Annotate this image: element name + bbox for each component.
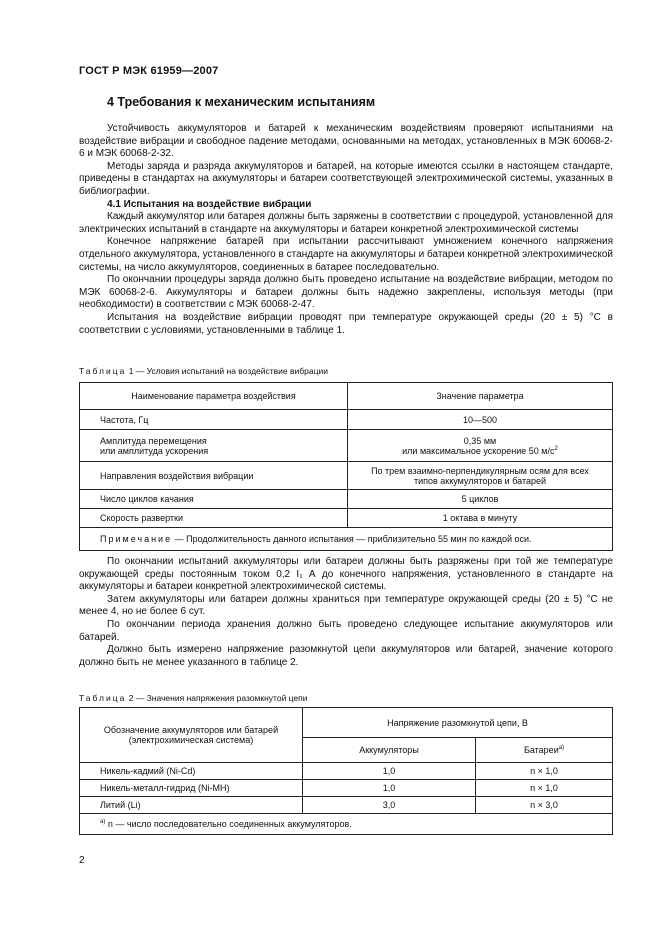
- table-header: Наименование параметра воздействия: [80, 383, 348, 410]
- paragraph: Должно быть измерено напряжение разомкнутой цепи аккумуляторов или батарей, значение которого должно быть не менее указанного в таблице 2.: [79, 644, 613, 668]
- table-cell: Частота, Гц: [80, 410, 348, 430]
- paragraph: По окончании процедуры заряда должно быть проведено испытание на воздействие вибрации, методом по МЭК 60068-2-6. Аккумуляторы и батареи должны быть надежно закреплены, используя методы (при необходимости) в соответствии с МЭК 60068-2-47.: [79, 274, 613, 311]
- table-header: Обозначение аккумуляторов или батарей (электрохимическая система): [80, 708, 303, 763]
- table-row: [80, 462, 613, 490]
- open-circuit-voltage-table: [79, 707, 613, 835]
- table-cell: Число циклов качания: [80, 490, 348, 509]
- paragraph: Испытания на воздействие вибрации проводят при температуре окружающей среды (20 ± 5) °С в соответствии с условиями, установленными в таблице 1.: [79, 311, 613, 336]
- body-text-top: [79, 123, 613, 337]
- paragraph: Устойчивость аккумуляторов и батарей к механическим воздействиям проверяют испытаниями на воздействие вибрации и свободное падение методами, основанными на методах, установленных в МЭК 60068-2-6 и МЭК 60068-2-32.: [79, 123, 613, 160]
- table-cell: n × 1,0: [476, 780, 613, 797]
- table-cell: 5 циклов: [348, 490, 613, 509]
- table-row: [80, 430, 613, 462]
- paragraph: Методы заряда и разряда аккумуляторов и батарей, на которые имеются ссылки в настоящем стандарте, приведены в стандартах на аккумуляторы и батареи соответствующей электрохимической системы, указанных в библиографии.: [79, 160, 613, 197]
- paragraph: Каждый аккумулятор или батарея должны быть заряжены в соответствии с процедурой, установленной для электрических испытаний в стандарте на аккумуляторы и батареи конкретной электрохимической системы: [79, 211, 613, 235]
- subsection-title: 4.1 Испытания на воздействие вибрации: [107, 198, 312, 210]
- table-cell: Никель-кадмий (Ni-Cd): [80, 763, 303, 780]
- vibration-conditions-table: [79, 382, 613, 551]
- table-row: [80, 797, 613, 814]
- table-cell: n × 3,0: [476, 797, 613, 814]
- table-header: Батареи$^{а)}$: [476, 738, 613, 763]
- table-cell: 1 октава в минуту: [348, 509, 613, 528]
- table-cell: n × 1,0: [476, 763, 613, 780]
- table-row: [80, 490, 613, 509]
- table1-caption: Таблица 1 — Условия испытаний на воздействие вибрации: [79, 366, 328, 376]
- paragraph: Затем аккумуляторы или батареи должны храниться при температуре окружающей среды (20 ± 5) °С не менее 4, но не более 6 сут.: [79, 593, 613, 618]
- body-text-middle: [79, 556, 613, 669]
- table-header: Напряжение разомкнутой цепи, В: [303, 708, 613, 738]
- paragraph: По окончании испытаний аккумуляторы или батареи должны быть разряжены при той же температуре окружающей среды постоянным током 0,2 I₁ А до конечного напряжения, установленного в стандарте на аккумуляторы и батареи конкретной электрохимической системы.: [79, 556, 613, 593]
- page-number: 2: [79, 855, 85, 866]
- table-note-row: [80, 528, 613, 551]
- table-row: [80, 780, 613, 797]
- table-cell: Никель-металл-гидрид (Ni-MH): [80, 780, 303, 797]
- table-cell: Амплитуда перемещения или амплитуда ускорения: [80, 430, 348, 462]
- table-row: [80, 509, 613, 528]
- table-cell: По трем взаимно-перпендикулярным осям для всех типов аккумуляторов и батарей: [348, 462, 613, 490]
- table-cell: Скорость развертки: [80, 509, 348, 528]
- table-cell: 0,35 мм или максимальное ускорение 50 $м/с^2$: [348, 430, 613, 462]
- table-cell: 1,0: [303, 763, 476, 780]
- table-cell: Направления воздействия вибрации: [80, 462, 348, 490]
- table2-caption: Таблица 2 — Значения напряжения разомкнутой цепи: [79, 693, 308, 703]
- document-header: ГОСТ Р МЭК 61959—2007: [79, 65, 219, 77]
- table-row: [80, 410, 613, 430]
- table-row: [80, 763, 613, 780]
- table-footnote: $^{а)}$ n — число последовательно соединенных аккумуляторов.: [80, 814, 613, 835]
- table-header: Аккумуляторы: [303, 738, 476, 763]
- paragraph: Конечное напряжение батарей при испытании рассчитывают умножением конечного напряжения отдельного аккумулятора, установленного в стандарте на аккумуляторы и батареи конкретной электрохимической системы, на число аккумуляторов, соединенных в батарее последовательно.: [79, 236, 613, 273]
- table-cell: 3,0: [303, 797, 476, 814]
- table-cell: 10—500: [348, 410, 613, 430]
- table-cell: Литий (Li): [80, 797, 303, 814]
- table-header: Значение параметра: [348, 383, 613, 410]
- table-cell: 1,0: [303, 780, 476, 797]
- table-note-row: [80, 814, 613, 835]
- section-title: 4 Требования к механическим испытаниям: [107, 95, 376, 109]
- table-note: Примечание — Продолжительность данного испытания — приблизительно 55 мин по каждой оси.: [80, 528, 613, 551]
- paragraph: По окончании периода хранения должно быть проведено следующее испытание аккумуляторов или батарей.: [79, 618, 613, 643]
